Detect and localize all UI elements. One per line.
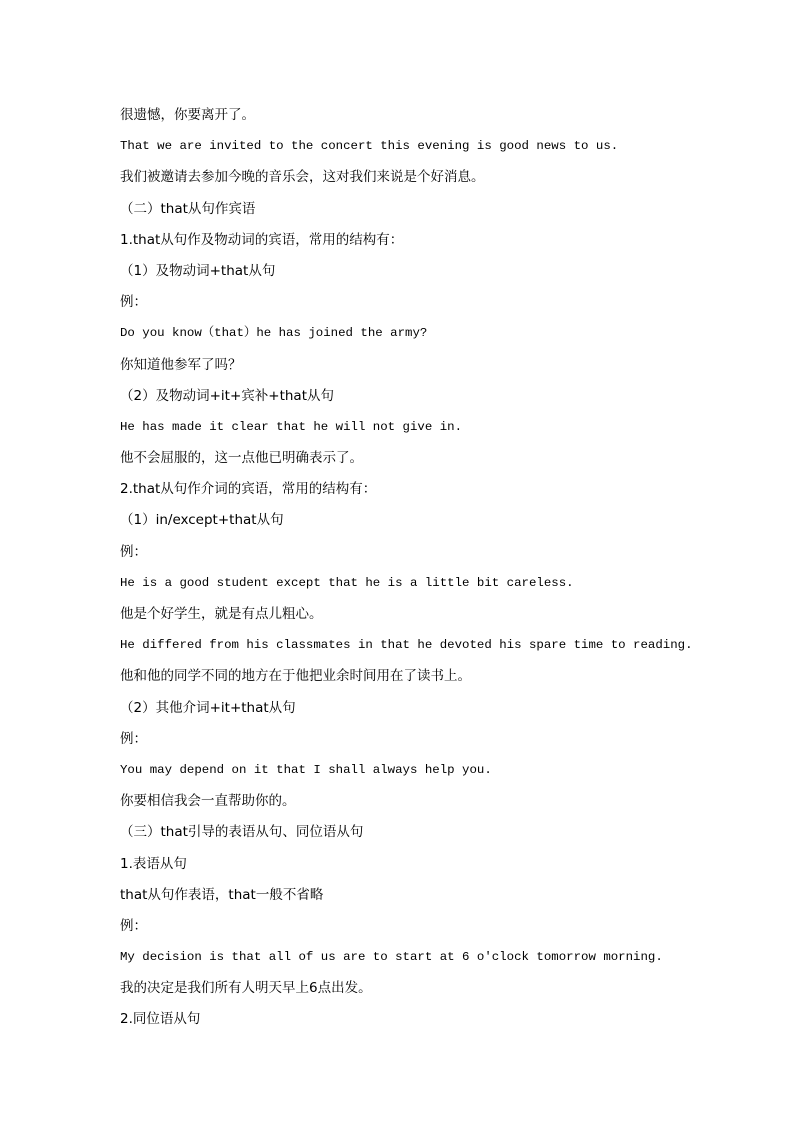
text-line: 很遗憾，你要离开了。 xyxy=(120,107,255,123)
text-line: That we are invited to the concert this evening is good news to us. xyxy=(120,139,619,154)
example-sentence: Do you know（that）he has joined the army? xyxy=(120,326,428,341)
example-translation: 他不会屈服的，这一点他已明确表示了。 xyxy=(120,450,363,467)
example-translation: 他和他的同学不同的地方在于他把业余时间用在了读书上。 xyxy=(120,668,471,685)
example-label: 例： xyxy=(120,294,147,311)
example-label: 例： xyxy=(120,543,147,560)
example-sentence: He is a good student except that he is a little bit careless. xyxy=(120,575,574,590)
text-line: that从句作表语，that一般不省略 xyxy=(120,886,324,903)
structure-heading: （1）in/except+that从句 xyxy=(120,512,284,529)
structure-heading: （1）及物动词+that从句 xyxy=(120,262,276,279)
example-translation: 他是个好学生，就是有点儿粗心。 xyxy=(120,606,323,622)
example-sentence: You may depend on it that I shall always help you. xyxy=(120,762,492,777)
example-label: 例： xyxy=(120,917,147,934)
subsection-heading: 2.同位语从句 xyxy=(120,1011,201,1028)
structure-heading: （2）其他介词+it+that从句 xyxy=(120,699,296,716)
example-sentence: He differed from his classmates in that he devoted his spare time to reading. xyxy=(120,638,693,653)
subsection-heading: 1.that从句作及物动词的宾语，常用的结构有： xyxy=(120,231,404,248)
section-heading: （二）that从句作宾语 xyxy=(120,200,256,217)
example-sentence: He has made it clear that he will not give in. xyxy=(120,419,463,434)
example-label: 例： xyxy=(120,730,147,747)
example-translation: 我的决定是我们所有人明天早上6点出发。 xyxy=(120,980,372,997)
text-line: 我们被邀请去参加今晚的音乐会，这对我们来说是个好消息。 xyxy=(120,169,485,186)
example-translation: 你要相信我会一直帮助你的。 xyxy=(120,793,296,810)
structure-heading: （2）及物动词+it+宾补+that从句 xyxy=(120,387,334,404)
subsection-heading: 2.that从句作介词的宾语，常用的结构有： xyxy=(120,481,377,498)
section-heading: （三）that引导的表语从句、同位语从句 xyxy=(120,824,364,841)
subsection-heading: 1.表语从句 xyxy=(120,855,187,872)
document-body xyxy=(120,100,693,1036)
example-sentence: My decision is that all of us are to start at 6 o'clock tomorrow morning. xyxy=(120,950,663,965)
example-translation: 你知道他参军了吗？ xyxy=(120,356,242,373)
